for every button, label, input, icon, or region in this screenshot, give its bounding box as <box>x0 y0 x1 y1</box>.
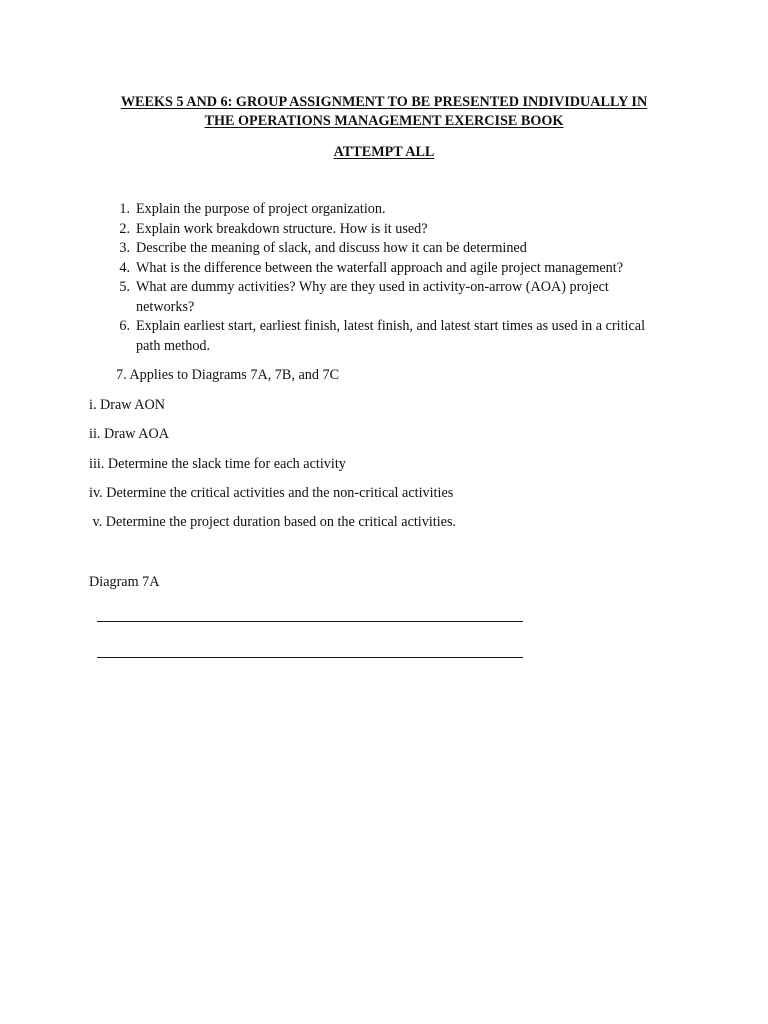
page-title-line-1: WEEKS 5 AND 6: GROUP ASSIGNMENT TO BE PRESENTED INDIVIDUALLY IN <box>120 94 648 110</box>
subpart-iii: iii. Determine the slack time for each activity <box>89 456 346 472</box>
question-item <box>108 239 688 259</box>
horizontal-rule <box>97 657 523 658</box>
question-number: 4. <box>119 259 130 276</box>
question-text: What are dummy activities? Why are they used in activity-on-arrow (AOA) project <box>136 279 609 295</box>
horizontal-rule <box>97 621 523 622</box>
question-item <box>108 200 688 220</box>
question-number: 5. <box>119 279 130 295</box>
question-text: Explain the purpose of project organization. <box>136 201 386 217</box>
question-list <box>108 200 688 356</box>
question-number: 2. <box>119 220 130 237</box>
question-text-continued: path method. <box>136 337 211 354</box>
question-item <box>108 259 688 279</box>
instruction-heading: ATTEMPT ALL <box>333 144 435 160</box>
page-title-line-2: THE OPERATIONS MANAGEMENT EXERCISE BOOK <box>204 113 564 129</box>
question-number: 3. <box>119 240 130 256</box>
question-item <box>108 278 688 317</box>
question-item <box>108 317 688 356</box>
question-text: Explain work breakdown structure. How is it used? <box>136 220 428 237</box>
question-item <box>108 220 688 240</box>
question-number: 6. <box>119 318 130 334</box>
question-text-continued: networks? <box>136 298 195 315</box>
question-7: 7. Applies to Diagrams 7A, 7B, and 7C <box>116 367 340 383</box>
question-text: Explain earliest start, earliest finish, latest finish, and latest start times as used in a critical <box>136 318 646 334</box>
subpart-v: v. Determine the project duration based on the critical activities. <box>89 514 457 530</box>
diagram-label: Diagram 7A <box>89 574 160 590</box>
question-text: Describe the meaning of slack, and discuss how it can be determined <box>136 240 527 256</box>
subpart-i: i. Draw AON <box>89 397 166 413</box>
question-number: 1. <box>119 201 130 217</box>
subpart-ii: ii. Draw AOA <box>89 426 169 442</box>
subpart-iv: iv. Determine the critical activities and the non-critical activities <box>89 485 454 501</box>
question-text: What is the difference between the waterfall approach and agile project management? <box>136 259 623 276</box>
